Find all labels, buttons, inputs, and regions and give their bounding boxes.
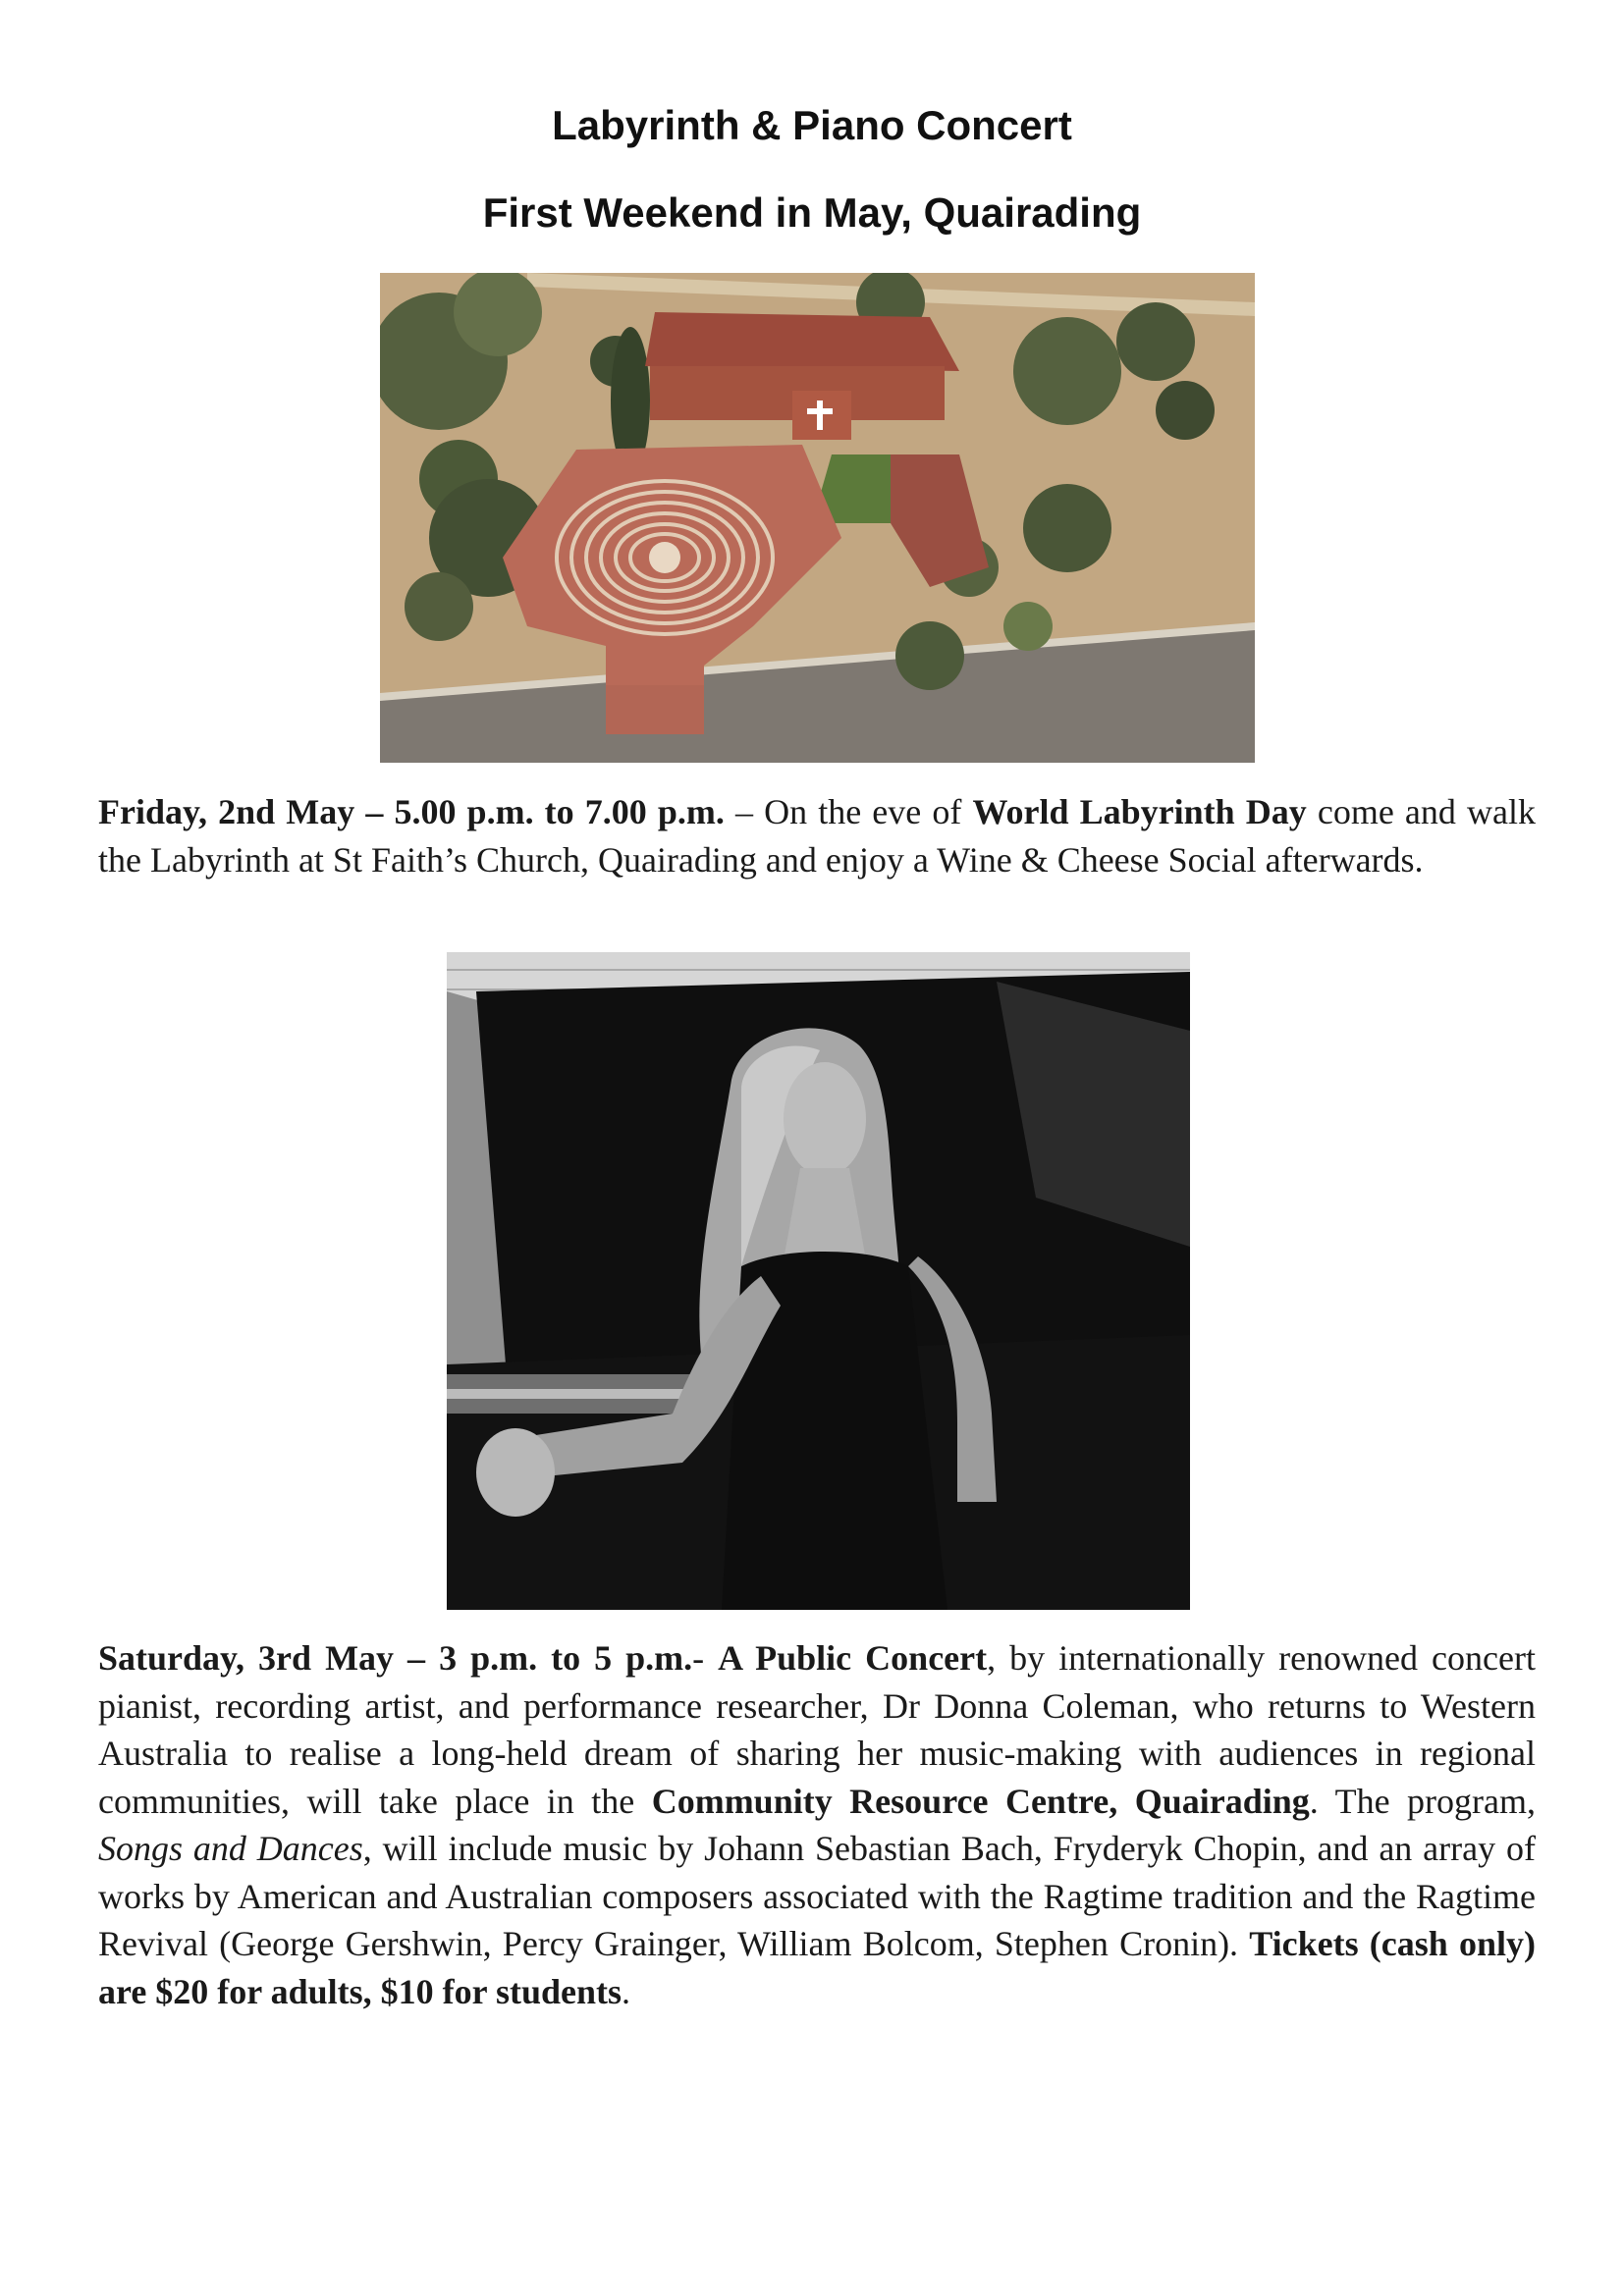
saturday-text-2: , by internationally renowned concert pianist, recording artist, and performance researcher, Dr Donna Coleman, who returns to Western Australia to realise a long-held dream of sharing her music-making with audiences in regional communities, will take place in the xyxy=(98,1638,1536,1821)
flyer-title: Labyrinth & Piano Concert xyxy=(552,102,1072,148)
world-labyrinth-day: World Labyrinth Day xyxy=(972,792,1307,831)
friday-text-1: – On the eve of xyxy=(724,792,973,831)
saturday-text-1: - xyxy=(692,1638,719,1678)
public-concert: A Public Concert xyxy=(718,1638,988,1678)
friday-text-2: come and walk the Labyrinth at St Faith’s Church, Quairading and enjoy a Wine & Cheese Social afterwards. xyxy=(98,792,1536,880)
ticket-prices: Tickets (cash only) are $20 for adults, $10 for students xyxy=(98,1924,1536,2011)
program-title: Songs and Dances xyxy=(98,1829,363,1868)
saturday-text-3: . The program, xyxy=(1309,1781,1536,1821)
concert-venue: Community Resource Centre, Quairading xyxy=(651,1781,1310,1821)
saturday-datetime: Saturday, 3rd May – 3 p.m. to 5 p.m. xyxy=(98,1638,693,1678)
church-labyrinth-aerial-photo xyxy=(380,273,1255,763)
flyer-subtitle: First Weekend in May, Quairading xyxy=(482,189,1142,236)
saturday-text-5: . xyxy=(622,1971,631,2011)
saturday-text-4: , will include music by Johann Sebastian Bach, Fryderyk Chopin, and an array of works by American and Australian composers associated with the Ragtime tradition and the Ragtime Revival (George Gershwin, Percy Grainger, William Bolcom, Stephen Cronin). xyxy=(98,1829,1536,1963)
friday-datetime: Friday, 2nd May – 5.00 p.m. to 7.00 p.m. xyxy=(98,792,725,831)
friday-paragraph xyxy=(98,788,1536,883)
pianist-photo xyxy=(447,952,1190,1610)
saturday-paragraph xyxy=(98,1634,1536,2015)
